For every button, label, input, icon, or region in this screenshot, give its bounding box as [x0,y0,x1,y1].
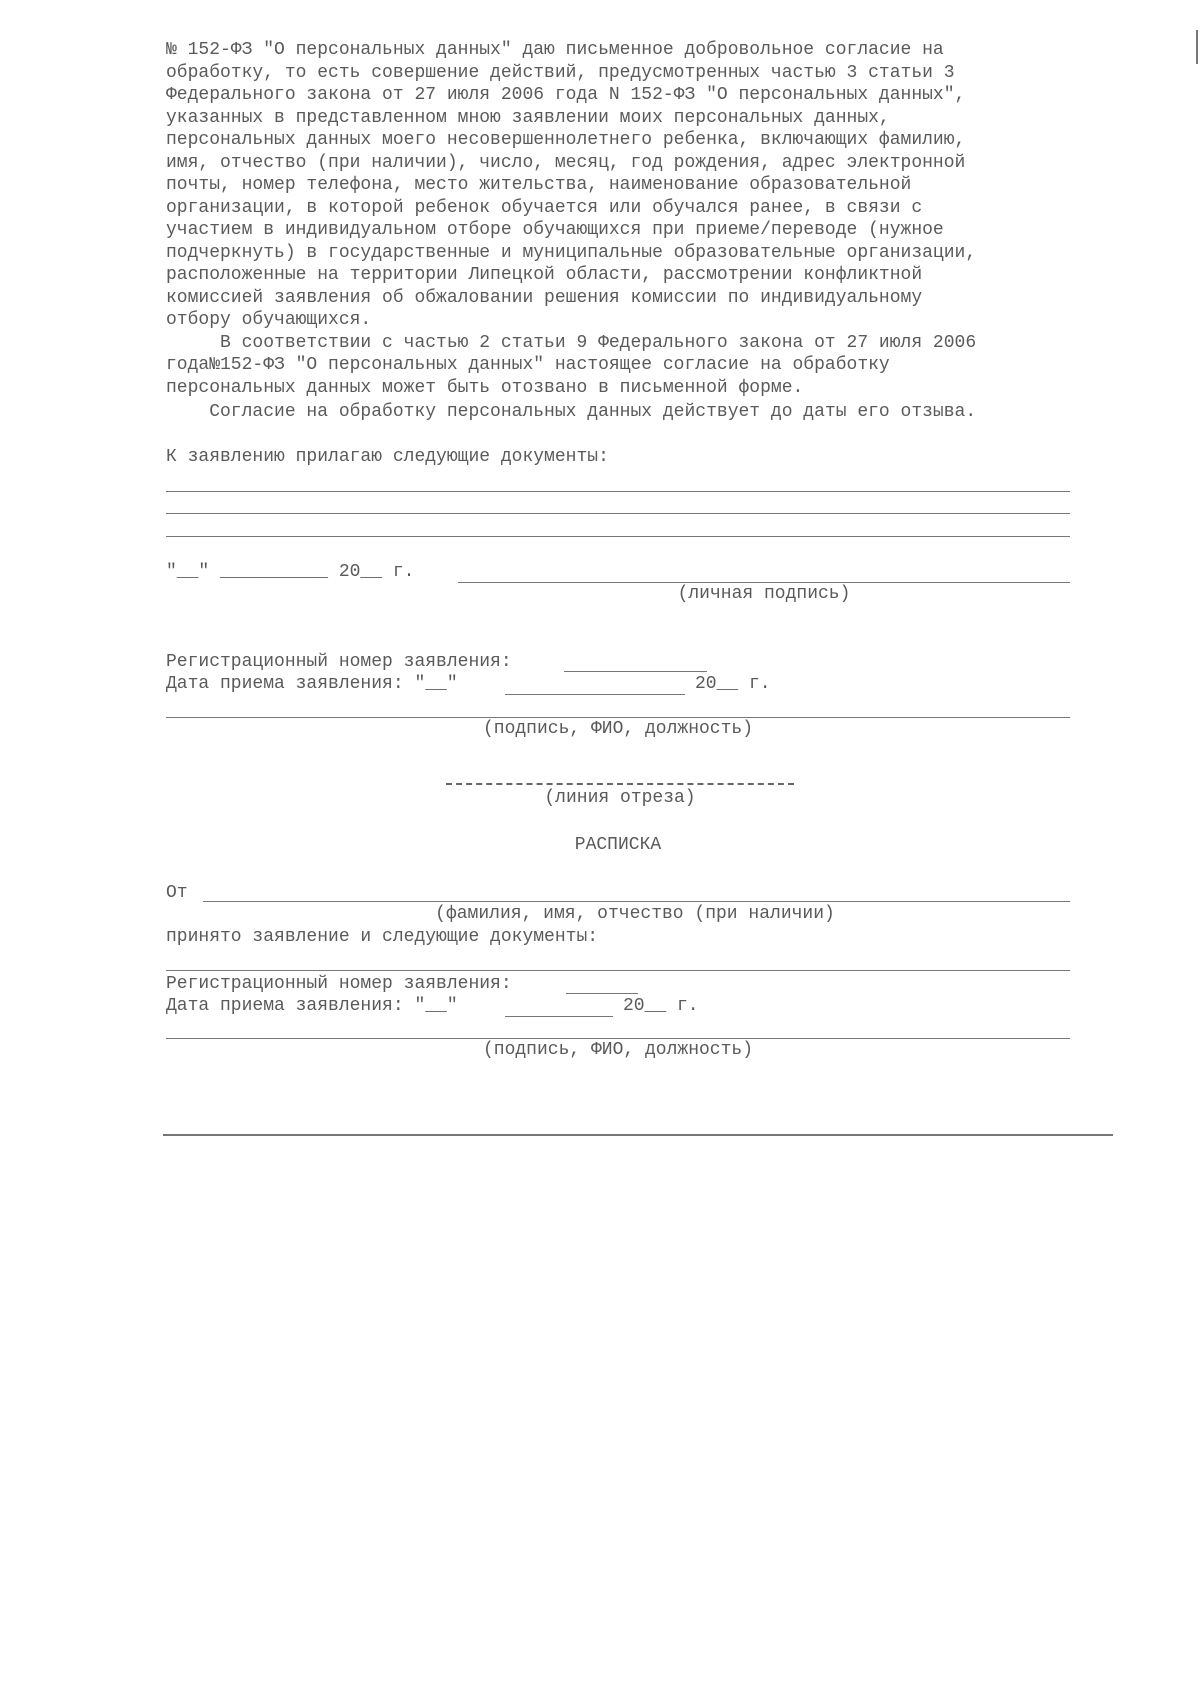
receipt-documents-line[interactable] [166,970,1070,971]
text-line: Согласие на обработку персональных данных действует до даты его отзыва. [166,402,977,422]
attachment-line[interactable] [166,536,1070,537]
receipt-number-label: Регистрационный номер заявления: [166,974,512,994]
text-line: обработку, то есть совершение действий, предусмотренных частью 3 статьи 3 [166,62,955,83]
receipt-accepted: принято заявление и следующие документы: [166,927,599,947]
text-line: расположенные на территории Липецкой области, рассмотрении конфликтной [166,265,923,285]
page-edge-mark [1196,30,1198,64]
text-line: подчеркнуть) в государственные и муниципальные образовательные организации, [166,242,977,263]
text-line: имя, отчество (при наличии), число, месяц, год рождения, адрес электронной [166,152,966,173]
registration-number-label: Регистрационный номер заявления: [166,652,512,672]
text-line: В соответствии с частью 2 статьи 9 Федерального закона от 27 июля 2006 [166,332,977,353]
receipt-title: РАСПИСКА [574,835,662,855]
registration-year: 20__ г. [695,674,771,694]
text-line: года№152-ФЗ "О персональных данных" настоящее согласие на обработку [166,355,890,375]
receipt-date-field[interactable] [505,1016,613,1017]
registration-date-field[interactable] [505,694,685,695]
attachments-label: К заявлению прилагаю следующие документы: [166,447,609,467]
attachment-line[interactable] [166,513,1070,514]
receipt-from-field[interactable] [203,901,1070,902]
text-line: комиссией заявления об обжаловании решения комиссии по индивидуальному [166,287,923,308]
receipt-date-label: Дата приема заявления: "__" [166,996,458,1016]
receipt-from-label: От [166,883,188,903]
registration-date-label: Дата приема заявления: "__" [166,674,458,694]
text-line: № 152-ФЗ "О персональных данных" даю письменное добровольное согласие на [166,40,944,60]
registration-signer-caption: (подпись, ФИО, должность) [482,719,754,739]
signature-line[interactable] [458,582,1070,583]
text-line: почты, номер телефона, место жительства, наименование образовательной [166,175,912,195]
text-line: Федерального закона от 27 июля 2006 года N 152-ФЗ "О персональных данных", [166,85,966,105]
receipt-number-field[interactable] [566,993,638,994]
text-line: участием в индивидуальном отборе обучающихся при приеме/переводе (нужное [166,220,944,240]
text-line: отбору обучающихся. [166,310,372,330]
registration-number-field[interactable] [564,671,707,672]
text-line: указанных в представленном мною заявлении моих персональных данных, [166,107,890,128]
text-line: организации, в которой ребенок обучается или обучался ранее, в связи с [166,197,923,218]
signature-caption: (личная подпись) [677,584,851,604]
attachment-line[interactable] [166,491,1070,492]
receipt-name-caption: (фамилия, имя, отчество (при наличии) [435,904,835,924]
signature-date: "__" __________ 20__ г. [166,562,415,582]
receipt-signer-caption: (подпись, ФИО, должность) [482,1040,754,1060]
registration-signer-line[interactable] [166,717,1070,718]
receipt-year: 20__ г. [623,996,699,1016]
cut-caption: (линия отреза) [544,788,696,808]
text-line: персональных данных моего несовершеннолетнего ребенка, включающих фамилию, [166,130,966,150]
text-line: персональных данных может быть отозвано в письменной форме. [166,377,804,398]
cut-line [446,783,794,785]
bottom-rule [163,1134,1113,1136]
receipt-signer-line[interactable] [166,1038,1070,1039]
